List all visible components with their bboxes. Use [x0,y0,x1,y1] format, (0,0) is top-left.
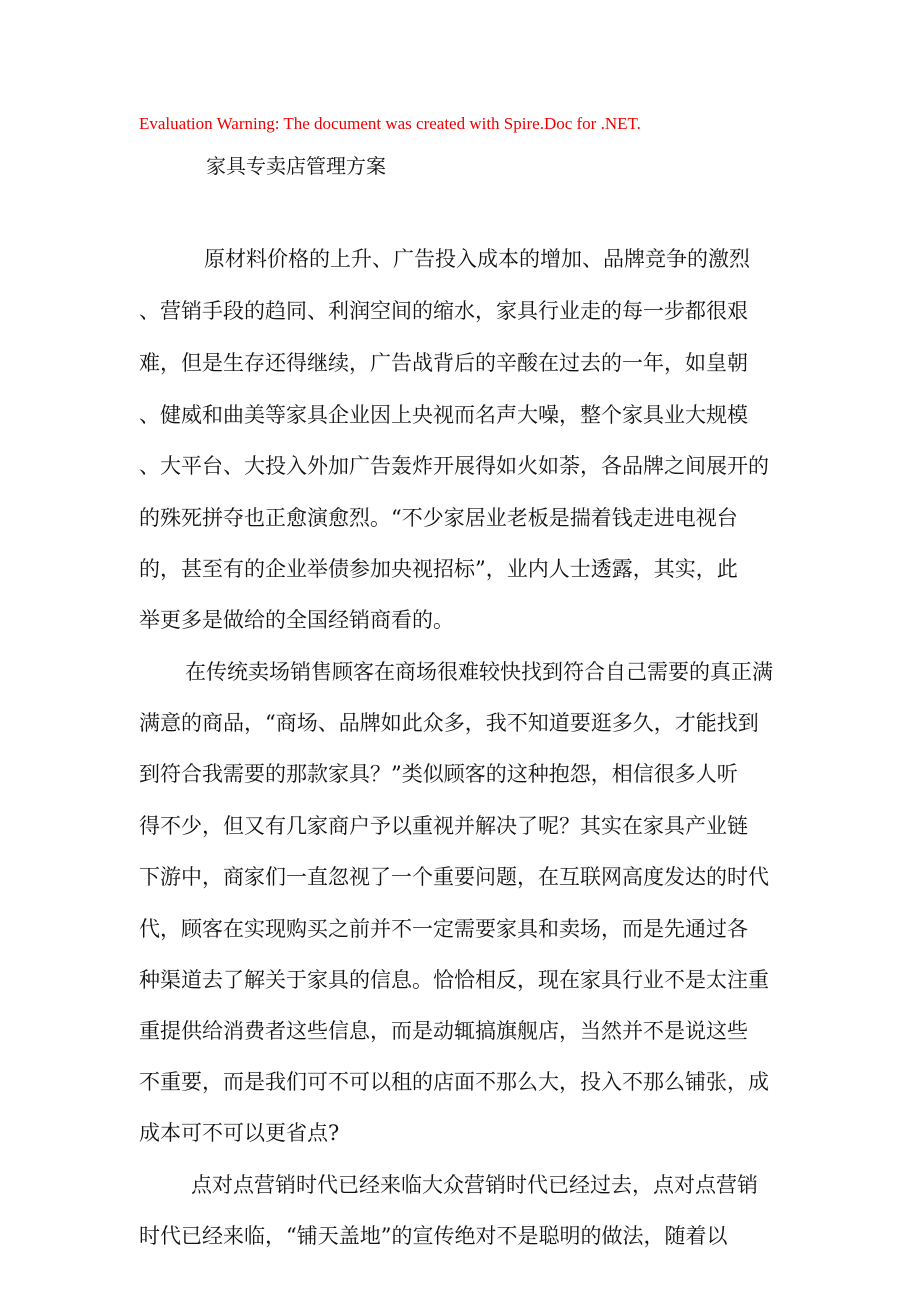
paragraph-line: 在传统卖场销售顾客在商场很难较快找到符合自己需要的真正满 [185,660,773,684]
paragraph-line: 得不少，但又有几家商户予以重视并解决了呢？其实在家具产业链 [139,814,748,838]
paragraph-line: 代，顾客在实现购买之前并不一定需要家具和卖场，而是先通过各 [139,917,748,941]
paragraph-line: 不重要，而是我们可不可以租的店面不那么大，投入不那么铺张，成 [139,1070,769,1094]
paragraph-line: 举更多是做给的全国经销商看的。 [139,608,454,632]
paragraph-line: 成本可不可以更省点? [139,1121,340,1145]
paragraph-line: 的殊死拼夺也正愈演愈烈。“不少家居业老板是揣着钱走进电视台 [139,506,738,530]
paragraph-line: 重提供给消费者这些信息，而是动辄搞旗舰店，当然并不是说这些 [139,1019,748,1043]
paragraph-line: 下游中，商家们一直忽视了一个重要问题，在互联网高度发达的时代 [139,865,769,889]
paragraph-line: 点对点营销时代已经来临大众营销时代已经过去，点对点营销 [191,1173,758,1197]
paragraph-line: 种渠道去了解关于家具的信息。恰恰相反，现在家具行业不是太注重 [139,968,769,992]
paragraph-line: 、大平台、大投入外加广告轰炸开展得如火如荼，各品牌之间展开的 [139,454,769,478]
paragraph-line: 到符合我需要的那款家具？”类似顾客的这种抱怨，相信很多人听 [139,762,738,786]
paragraph-line: 难，但是生存还得继续，广告战背后的辛酸在过去的一年，如皇朝 [139,351,748,375]
paragraph-line: 、营销手段的趋同、利润空间的缩水，家具行业走的每一步都很艰 [139,299,748,323]
paragraph-line: 满意的商品，“商场、品牌如此众多，我不知道要逛多久，才能找到 [139,711,759,735]
paragraph-line: 、健威和曲美等家具企业因上央视而名声大噪，整个家具业大规模 [139,403,748,427]
paragraph-line: 的，甚至有的企业举债参加央视招标”，业内人士透露，其实，此 [139,557,738,581]
evaluation-warning: Evaluation Warning: The document was created with Spire.Doc for .NET. [139,114,641,133]
document-title: 家具专卖店管理方案 [206,154,386,178]
paragraph-line: 原材料价格的上升、广告投入成本的增加、品牌竞争的激烈 [204,247,750,271]
paragraph-line: 时代已经来临，“铺天盖地”的宣传绝对不是聪明的做法，随着以 [139,1224,728,1248]
